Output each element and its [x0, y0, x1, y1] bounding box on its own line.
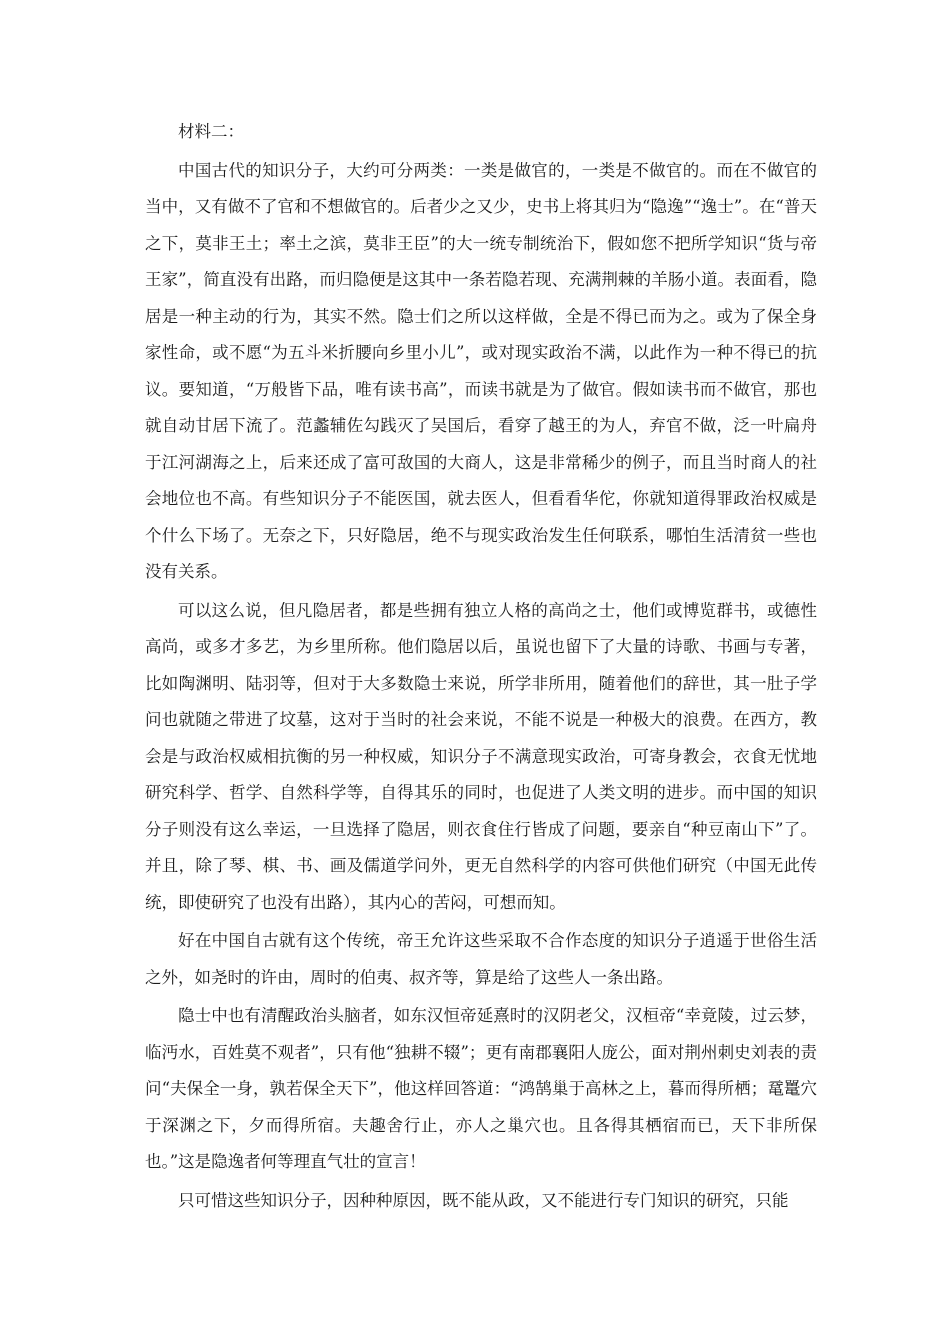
paragraph-3: 好在中国自古就有这个传统，帝王允许这些采取不合作态度的知识分子逍遥于世俗生活之外，如尧时的许由，周时的伯夷、叔齐等，算是给了这些人一条出路。: [145, 931, 817, 987]
document-body: [145, 114, 817, 1221]
paragraph-2: 可以这么说，但凡隐居者，都是些拥有独立人格的高尚之士，他们或博览群书，或德性高尚，或多才多艺，为乡里所称。他们隐居以后，虽说也留下了大量的诗歌、书画与专著，比如陶渊明、陆羽等，但对于大多数隐士来说，所学非所用，随着他们的辞世，其一肚子学问也就随之带进了坟墓，这对于当时的社会来说，不能不说是一种极大的浪费。在西方，教会是与政治权威相抗衡的另一种权威，知识分子不满意现实政治，可寄身教会，衣食无忧地研究科学、哲学、自然科学等，自得其乐的同时，也促进了人类文明的进步。而中国的知识分子则没有这么幸运，一旦选择了隐居，则衣食住行皆成了问题，要亲自“种豆南山下”了。并且，除了琴、棋、书、画及儒道学问外，更无自然科学的内容可供他们研究（中国无此传统，即使研究了也没有出路），其内心的苦闷，可想而知。: [145, 600, 817, 912]
section-title: 材料二：: [178, 122, 244, 141]
paragraph-4: 隐士中也有清醒政治头脑者，如东汉恒帝延熹时的汉阴老父，汉桓帝“幸竟陵，过云梦，临沔水，百姓莫不观者”，只有他“独耕不辍”；更有南郡襄阳人庞公，面对荆州刺史刘表的责问“夫保全一身，孰若保全天下”，他这样回答道：“鸿鹄巢于高林之上，暮而得所栖；鼋鼍穴于深渊之下，夕而得所宿。夫趣舍行止，亦人之巢穴也。且各得其栖宿而已，天下非所保也。”这是隐逸者何等理直气壮的宣言！: [145, 1006, 817, 1171]
paragraph-1: 中国古代的知识分子，大约可分两类：一类是做官的，一类是不做官的。而在不做官的当中，又有做不了官和不想做官的。后者少之又少，史书上将其归为“隐逸”“逸士”。在“普天之下，莫非王土；率土之滨，莫非王臣”的大一统专制统治下，假如您不把所学知识“货与帝王家”，简直没有出路，而归隐便是这其中一条若隐若现、充满荆棘的羊肠小道。表面看，隐居是一种主动的行为，其实不然。隐士们之所以这样做，全是不得已而为之。或为了保全身家性命，或不愿“为五斗米折腰向乡里小儿”，或对现实政治不满，以此作为一种不得已的抗议。要知道，“万般皆下品，唯有读书高”，而读书就是为了做官。假如读书而不做官，那也就自动甘居下流了。范蠡辅佐勾践灭了吴国后，看穿了越王的为人，弃官不做，泛一叶扁舟于江河湖海之上，后来还成了富可敌国的大商人，这是非常稀少的例子，而且当时商人的社会地位也不高。有些知识分子不能医国，就去医人，但看看华佗，你就知道得罪政治权威是个什么下场了。无奈之下，只好隐居，绝不与现实政治发生任何联系，哪怕生活清贫一些也没有关系。: [145, 160, 817, 581]
paragraph-5: 只可惜这些知识分子，因种种原因，既不能从政，又不能进行专门知识的研究，只能: [178, 1190, 789, 1210]
